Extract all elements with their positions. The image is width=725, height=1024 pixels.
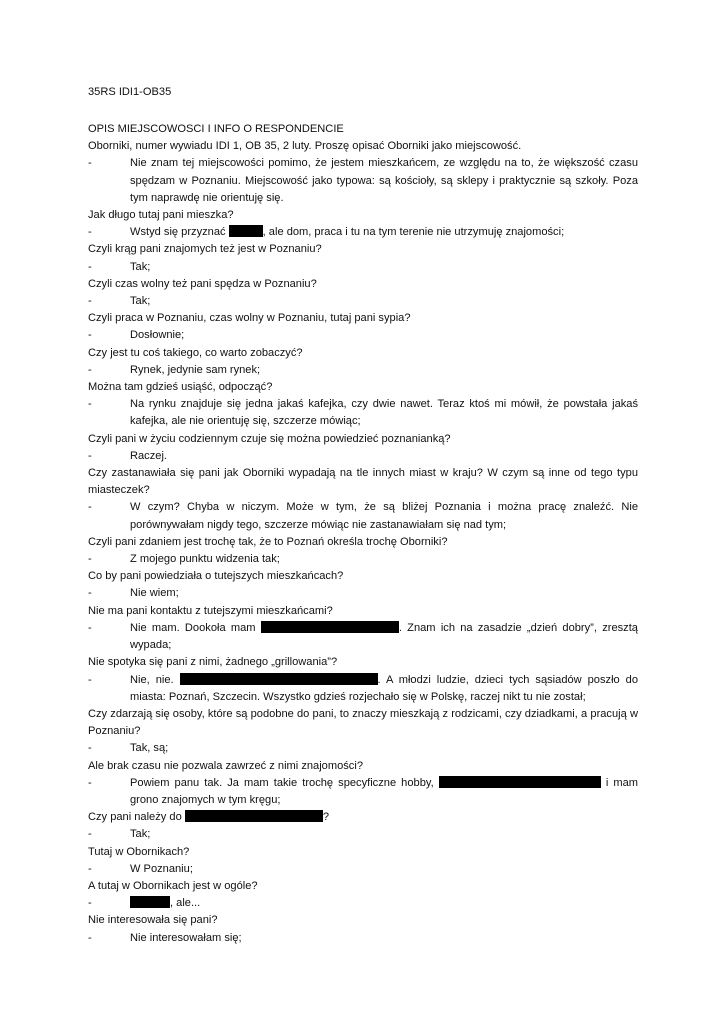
document-id: 35RS IDI1-OB35	[88, 86, 172, 98]
redaction-box	[130, 896, 170, 908]
answer: - Nie znam tej miejscowości pomimo, że jestem mieszkańcem, ze względu na to, że większość czasu spędzam w Poznaniu. Miejscowość jako typowa: są kościoły, są sklepy i praktycznie są szkoły. Poza tym naprawdę nie orientuję się.	[88, 157, 638, 204]
interview-transcript	[88, 121, 638, 947]
answer: - Powiem panu tak. Ja mam takie trochę specyficzne hobby, i mam grono znajomych w tym kręgu;	[88, 776, 639, 806]
question: Jak długo tutaj pani mieszka?	[88, 209, 234, 222]
question: Czyli pani w życiu codziennym czuje się można powiedzieć poznanianką?	[88, 432, 451, 445]
answer: - W Poznaniu;	[88, 862, 193, 875]
answer: - Rynek, jedynie sam rynek;	[88, 363, 261, 376]
question: Można tam gdzieś usiąść, odpocząć?	[88, 381, 273, 394]
question: Co by pani powiedziała o tutejszych mieszkańcach?	[88, 570, 344, 583]
intro-question: Oborniki, numer wywiadu IDI 1, OB 35, 2 luty. Proszę opisać Oborniki jako miejscowość.	[88, 140, 522, 153]
answer: - Raczej.	[88, 449, 167, 462]
answer: - , ale...	[88, 897, 201, 910]
question: Czyli czas wolny też pani spędza w Poznaniu?	[88, 277, 317, 290]
question: Czy jest tu coś takiego, co warto zobaczyć?	[88, 346, 303, 359]
question: Tutaj w Obornikach?	[88, 845, 190, 858]
answer: - Nie interesowałam się;	[88, 931, 242, 944]
answer: - Tak;	[88, 295, 151, 308]
answer: - Tak;	[88, 260, 151, 273]
answer: - Nie mam. Dookoła mam . Znam ich na zasadzie „dzień dobry”, zresztą wypada;	[88, 621, 638, 652]
answer: - Na rynku znajduje się jedna jakaś kafejka, czy dwie nawet. Teraz ktoś mi mówił, że powstała jakaś kafejka, ale nie orientuję się, szczerze mówiąc;	[88, 398, 638, 428]
answer: - Nie, nie. . A młodzi ludzie, dzieci tych sąsiadów poszło do miasta: Poznań, Szczecin. Wszystko gdzieś rozjechało się w Polskę, raczej nikt tu nie został;	[88, 673, 639, 703]
redaction-box	[180, 673, 378, 685]
question: A tutaj w Obornikach jest w ogóle?	[88, 879, 258, 892]
question: Nie interesowała się pani?	[88, 914, 218, 927]
question: Ale brak czasu nie pozwala zawrzeć z nimi znajomości?	[88, 759, 363, 772]
question: Czyli pani zdaniem jest trochę tak, że to Poznań określa trochę Oborniki?	[88, 535, 448, 548]
question: Czy pani należy do ?	[88, 811, 329, 824]
question: Nie spotyka się pani z nimi, żadnego „grillowania”?	[88, 656, 338, 669]
redaction-box	[261, 621, 399, 633]
answer: - Nie wiem;	[88, 587, 179, 600]
redaction-box	[229, 225, 263, 237]
answer: - Z mojego punktu widzenia tak;	[88, 553, 280, 566]
question: Czy zastanawiała się pani jak Oborniki wypadają na tle innych miast w kraju? W czym są inne od tego typu miasteczek?	[88, 467, 638, 497]
section-title: OPIS MIEJSCOWOSCI I INFO O RESPONDENCIE	[88, 123, 344, 135]
redaction-box	[185, 810, 323, 822]
question: Czyli krąg pani znajomych też jest w Poznaniu?	[88, 243, 322, 256]
question: Czy zdarzają się osoby, które są podobne do pani, to znaczy mieszkają z rodzicami, czy dziadkami, a pracują w Poznaniu?	[88, 707, 638, 738]
answer: - Wstyd się przyznać , ale dom, praca i tu na tym terenie nie utrzymuję znajomości;	[88, 226, 565, 239]
answer: - Tak;	[88, 828, 151, 841]
question: Nie ma pani kontaktu z tutejszymi mieszkańcami?	[88, 604, 333, 617]
question: Czyli praca w Poznaniu, czas wolny w Poznaniu, tutaj pani sypia?	[88, 312, 411, 325]
answer: - W czym? Chyba w niczym. Może w tym, że są bliżej Poznania i można pracę znaleźć. Nie porównywałam nigdy tego, szczerze mówiąc nie zastanawiałam się nad tym;	[88, 501, 638, 531]
answer: - Tak, są;	[88, 742, 169, 755]
answer: - Dosłownie;	[88, 329, 185, 342]
redaction-box	[439, 776, 601, 788]
